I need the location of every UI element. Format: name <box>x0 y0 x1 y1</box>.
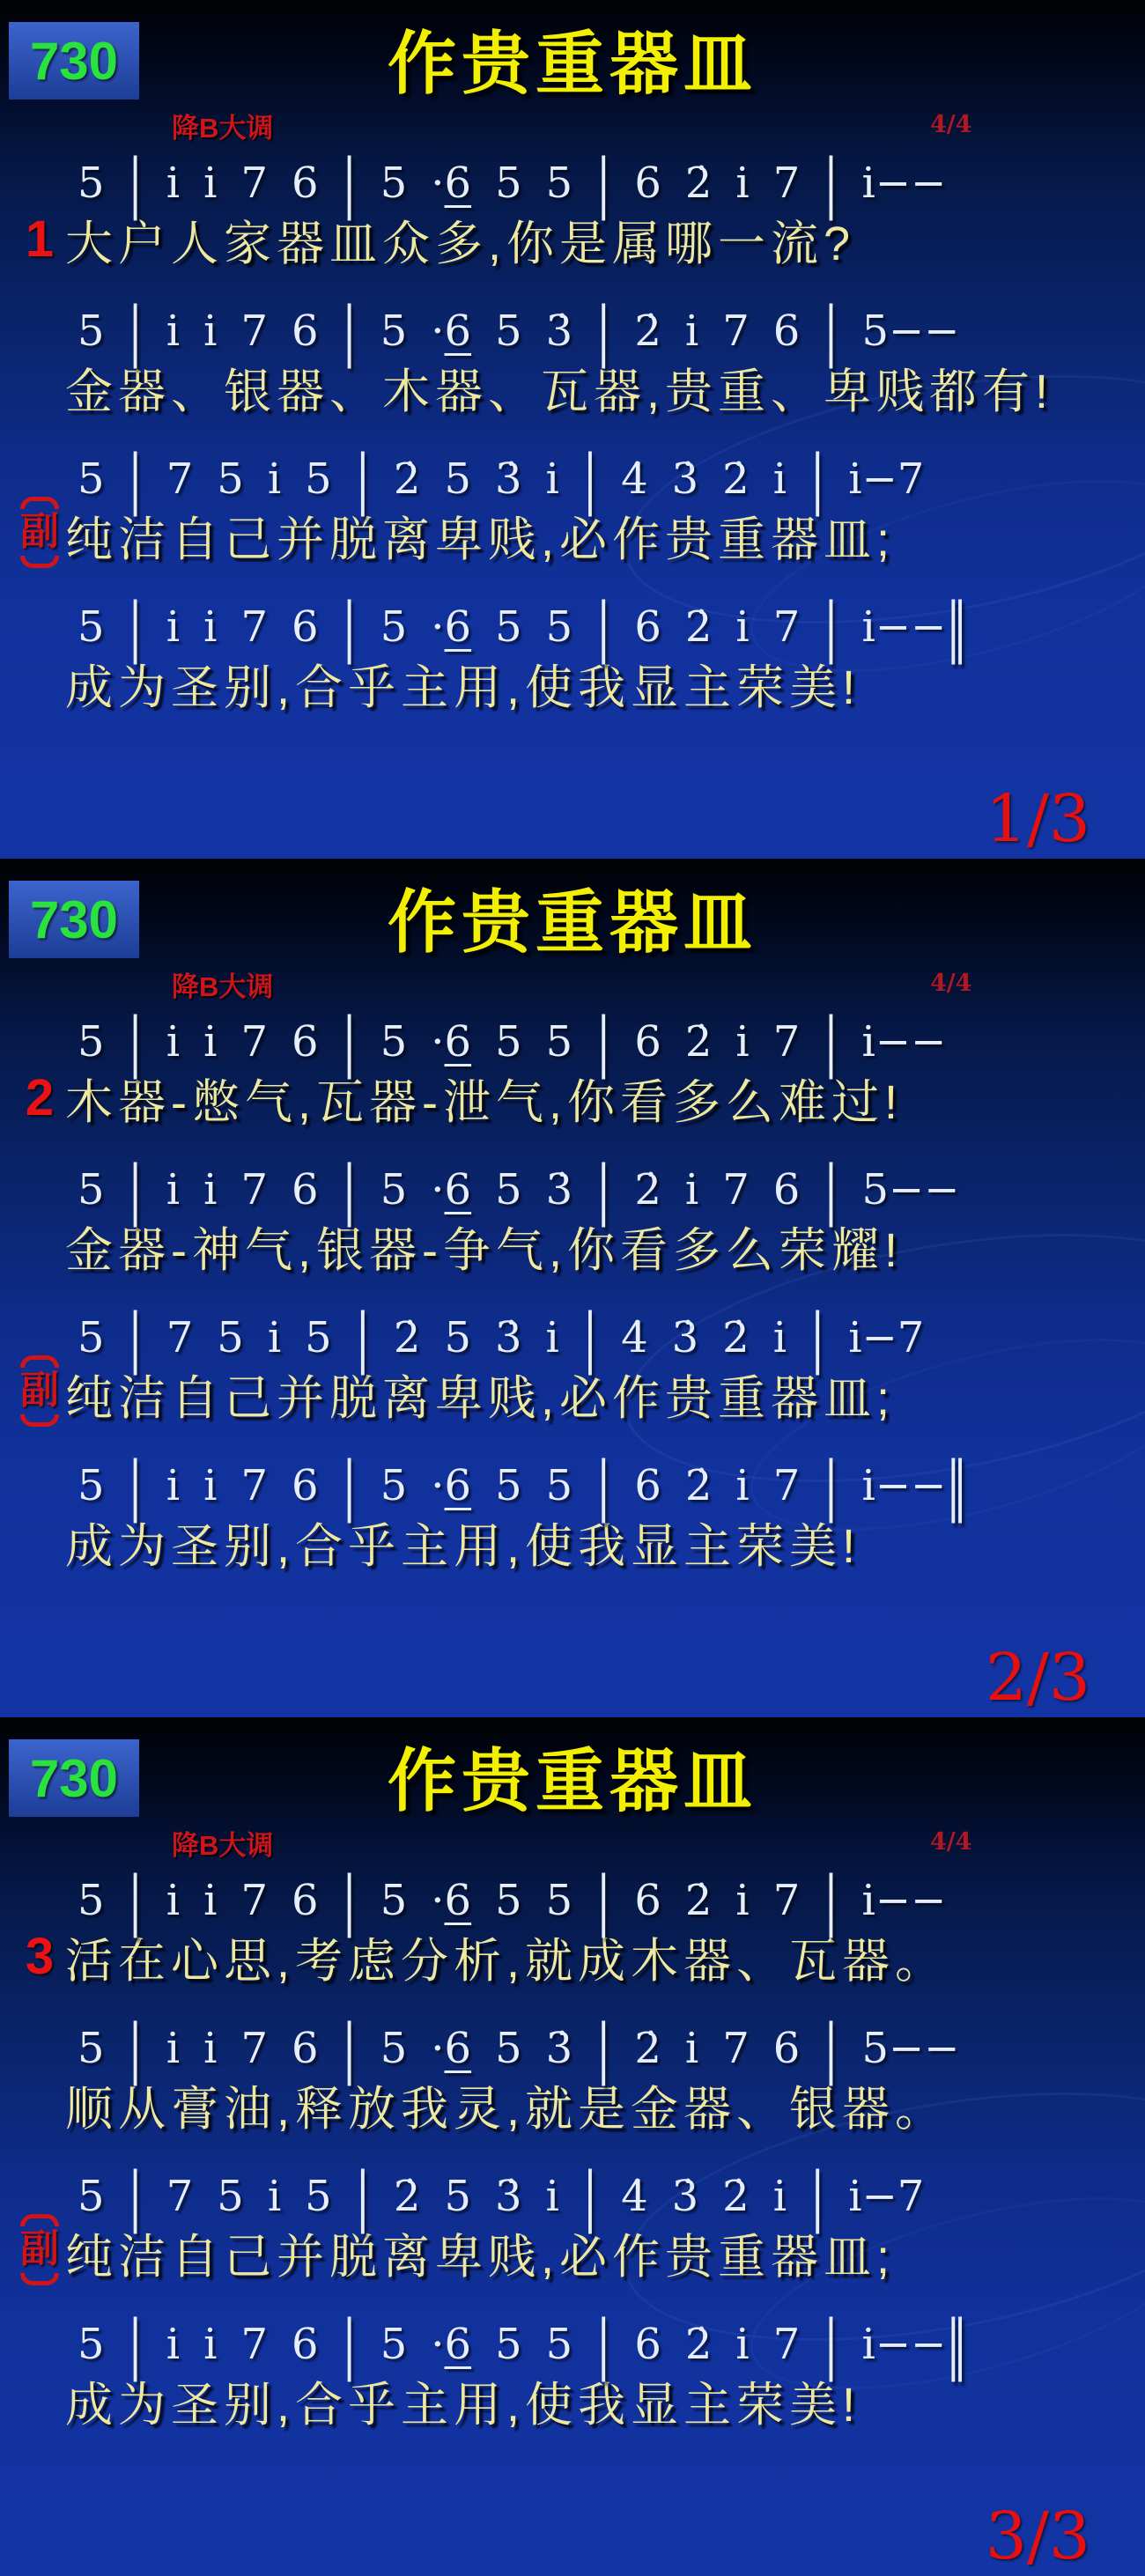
barline: | <box>128 1299 143 1377</box>
barline: | <box>596 1151 611 1229</box>
score-line-group <box>0 1003 1145 1133</box>
barline: | <box>128 2158 143 2235</box>
barline: | <box>128 144 143 222</box>
hymn-number: 730 <box>29 889 119 949</box>
music-notation-line: 5 | i i 7 6 | 5 ·6 5 3̇ | 2̇ i 7 6 | 5−− <box>0 305 1145 358</box>
chorus-paren-top-icon <box>20 1355 59 1368</box>
lyric-row <box>0 2078 1145 2140</box>
lyrics-text: 大户人家器皿众多,你是属哪一流? <box>65 217 856 270</box>
verse-number: 1 <box>25 210 55 268</box>
barline: | <box>596 1003 611 1081</box>
barline: | <box>355 2158 370 2235</box>
barline: | <box>824 1003 838 1081</box>
lyric-row <box>0 1220 1145 1281</box>
barline: | <box>128 440 143 518</box>
lyrics-text: 成为圣别,合乎主用,使我显主荣美! <box>65 2379 861 2432</box>
lyric-row <box>0 210 1145 275</box>
lyric-row <box>0 1516 1145 1577</box>
key-row <box>0 104 1145 143</box>
music-notation-line: 5 | i i 7 6 | 5 ·6 5 3̇ | 2̇ i 7 6 | 5−− <box>0 2022 1145 2075</box>
barline: | <box>824 1447 838 1524</box>
score-line-group <box>0 440 1145 571</box>
line-marker <box>14 1355 65 1427</box>
lyrics-text: 金器-神气,银器-争气,你看多么荣耀! <box>65 1223 903 1277</box>
time-signature: 4/4 <box>930 110 972 138</box>
music-notation-line: 5 | i i 7 6 | 5 ·6 5 3̇ | 2̇ i 7 6 | 5−− <box>0 1163 1145 1216</box>
barline: | <box>824 2010 838 2087</box>
chorus-paren-bottom-icon <box>20 1414 59 1427</box>
hymn-number-badge <box>9 22 139 100</box>
barline: | <box>342 144 357 222</box>
hymn-slide <box>0 1717 1145 2576</box>
key-signature: 降B大调 <box>172 112 274 144</box>
barline: | <box>342 292 357 370</box>
barline: | <box>582 440 598 518</box>
score-line-group <box>0 2158 1145 2288</box>
line-groups <box>0 1003 1145 1578</box>
verse-number: 2 <box>25 1068 55 1126</box>
music-notation-line: 5 | i i 7 6 | 5 ·6 5 5 | 6 2̇ i 7 | i−−‖ <box>0 1459 1145 1512</box>
barline: | <box>596 2306 611 2383</box>
hymn-slide <box>0 859 1145 1717</box>
hymn-title: 作贵重器皿 <box>387 883 757 961</box>
hymn-number-badge <box>9 881 139 958</box>
lyrics-text: 纯洁自己并脱离卑贱,必作贵重器皿; <box>65 1372 896 1426</box>
barline: | <box>342 588 357 666</box>
lyrics-text: 成为圣别,合乎主用,使我显主荣美! <box>65 661 861 715</box>
barline: | <box>582 2158 598 2235</box>
barline: | <box>128 2010 143 2087</box>
barline: | <box>128 1447 143 1524</box>
music-notation-line: 5 | i i 7 6 | 5 ·6 5 5 | 6 2̇ i 7 | i−−‖ <box>0 601 1145 653</box>
barline: | <box>128 1151 143 1229</box>
score-line-group <box>0 1299 1145 1429</box>
key-row <box>0 963 1145 1001</box>
barline: | <box>596 2010 611 2087</box>
barline: | <box>824 2306 838 2383</box>
score-line-group <box>0 588 1145 719</box>
music-notation-line: 5 | 7 5 i 5 | 2̇ 5 3̇ i | 4̇ 3̇ 2̇ i | i−7 <box>0 453 1145 506</box>
hymn-title: 作贵重器皿 <box>387 25 757 102</box>
line-marker <box>14 210 65 268</box>
barline: | <box>128 292 143 370</box>
time-signature: 4/4 <box>930 1827 972 1856</box>
score-line-group <box>0 2010 1145 2140</box>
chorus-paren-top-icon <box>20 2214 59 2226</box>
barline: | <box>355 440 370 518</box>
barline: | <box>342 2010 357 2087</box>
lyric-row <box>0 657 1145 719</box>
chorus-paren-bottom-icon <box>20 2273 59 2285</box>
barline: | <box>824 1862 838 1939</box>
barline: | <box>342 1862 357 1939</box>
score-line-group <box>0 2306 1145 2436</box>
lyric-row <box>0 509 1145 571</box>
barline: | <box>582 1299 598 1377</box>
hymn-number: 730 <box>29 1748 119 1808</box>
line-marker <box>14 2214 65 2285</box>
key-signature: 降B大调 <box>172 971 274 1002</box>
page-indicator: 3/3 <box>985 2498 1090 2574</box>
barline: | <box>824 292 838 370</box>
barline: | <box>824 588 838 666</box>
key-signature: 降B大调 <box>172 1829 274 1861</box>
score-line-group <box>0 292 1145 423</box>
music-notation-line: 5 | i i 7 6 | 5 ·6 5 5 | 6 2̇ i 7 | i−− <box>0 1015 1145 1068</box>
lyric-row <box>0 1368 1145 1429</box>
hymn-number: 730 <box>29 31 119 91</box>
barline: | <box>596 1447 611 1524</box>
barline: | <box>128 588 143 666</box>
barline: | <box>824 144 838 222</box>
chorus-paren-bottom-icon <box>20 556 59 568</box>
barline: ‖ <box>946 2306 968 2383</box>
music-notation-line: 5 | i i 7 6 | 5 ·6 5 5 | 6 2̇ i 7 | i−− <box>0 1874 1145 1927</box>
chorus-marker-text: 副 <box>20 510 59 554</box>
barline: | <box>355 1299 370 1377</box>
lyrics-text: 纯洁自己并脱离卑贱,必作贵重器皿; <box>65 2231 896 2284</box>
lyrics-text: 木器-憋气,瓦器-泄气,你看多么难过! <box>65 1075 903 1129</box>
lyric-row <box>0 361 1145 423</box>
score-line-group <box>0 1862 1145 1992</box>
barline: | <box>596 144 611 222</box>
barline: | <box>596 292 611 370</box>
barline: | <box>810 2158 825 2235</box>
barline: | <box>128 1862 143 1939</box>
score-line-group <box>0 1447 1145 1577</box>
barline: | <box>128 2306 143 2383</box>
lyrics-text: 活在心思,考虑分析,就成木器、瓦器。 <box>65 1934 949 1988</box>
line-groups <box>0 144 1145 720</box>
barline: | <box>596 588 611 666</box>
score-line-group <box>0 144 1145 275</box>
barline: | <box>810 440 825 518</box>
key-row <box>0 1821 1145 1860</box>
hymn-number-badge <box>9 1739 139 1817</box>
page-indicator: 2/3 <box>985 1639 1090 1716</box>
score-line-group <box>0 1151 1145 1281</box>
lyrics-text: 金器、银器、木器、瓦器,贵重、卑贱都有! <box>65 365 1054 418</box>
barline: | <box>342 2306 357 2383</box>
music-notation-line: 5 | 7 5 i 5 | 2̇ 5 3̇ i | 4̇ 3̇ 2̇ i | i−7 <box>0 1311 1145 1364</box>
lyric-row <box>0 1927 1145 1992</box>
lyric-row <box>0 2226 1145 2288</box>
verse-number: 3 <box>25 1927 55 1985</box>
lyrics-text: 成为圣别,合乎主用,使我显主荣美! <box>65 1520 861 1574</box>
hymn-slide <box>0 0 1145 859</box>
page-indicator: 1/3 <box>985 780 1090 857</box>
chorus-marker-text: 副 <box>20 1369 59 1413</box>
line-marker <box>14 497 65 568</box>
barline: | <box>342 1151 357 1229</box>
line-marker <box>14 1927 65 1985</box>
hymn-title: 作贵重器皿 <box>387 1742 757 1819</box>
line-groups <box>0 1862 1145 2437</box>
music-notation-line: 5 | 7 5 i 5 | 2̇ 5 3̇ i | 4̇ 3̇ 2̇ i | i−7 <box>0 2170 1145 2223</box>
barline: | <box>128 1003 143 1081</box>
barline: ‖ <box>946 588 968 666</box>
barline: | <box>596 1862 611 1939</box>
lyrics-text: 顺从膏油,释放我灵,就是金器、银器。 <box>65 2082 949 2136</box>
lyric-row <box>0 1068 1145 1133</box>
barline: | <box>342 1447 357 1524</box>
time-signature: 4/4 <box>930 969 972 997</box>
lyrics-text: 纯洁自己并脱离卑贱,必作贵重器皿; <box>65 513 896 567</box>
barline: | <box>342 1003 357 1081</box>
lyric-row <box>0 2374 1145 2436</box>
barline: | <box>810 1299 825 1377</box>
music-notation-line: 5 | i i 7 6 | 5 ·6 5 5 | 6 2̇ i 7 | i−− <box>0 157 1145 210</box>
chorus-paren-top-icon <box>20 497 59 509</box>
barline: ‖ <box>946 1447 968 1524</box>
music-notation-line: 5 | i i 7 6 | 5 ·6 5 5 | 6 2̇ i 7 | i−−‖ <box>0 2318 1145 2371</box>
barline: | <box>824 1151 838 1229</box>
chorus-marker-text: 副 <box>20 2227 59 2271</box>
line-marker <box>14 1068 65 1126</box>
